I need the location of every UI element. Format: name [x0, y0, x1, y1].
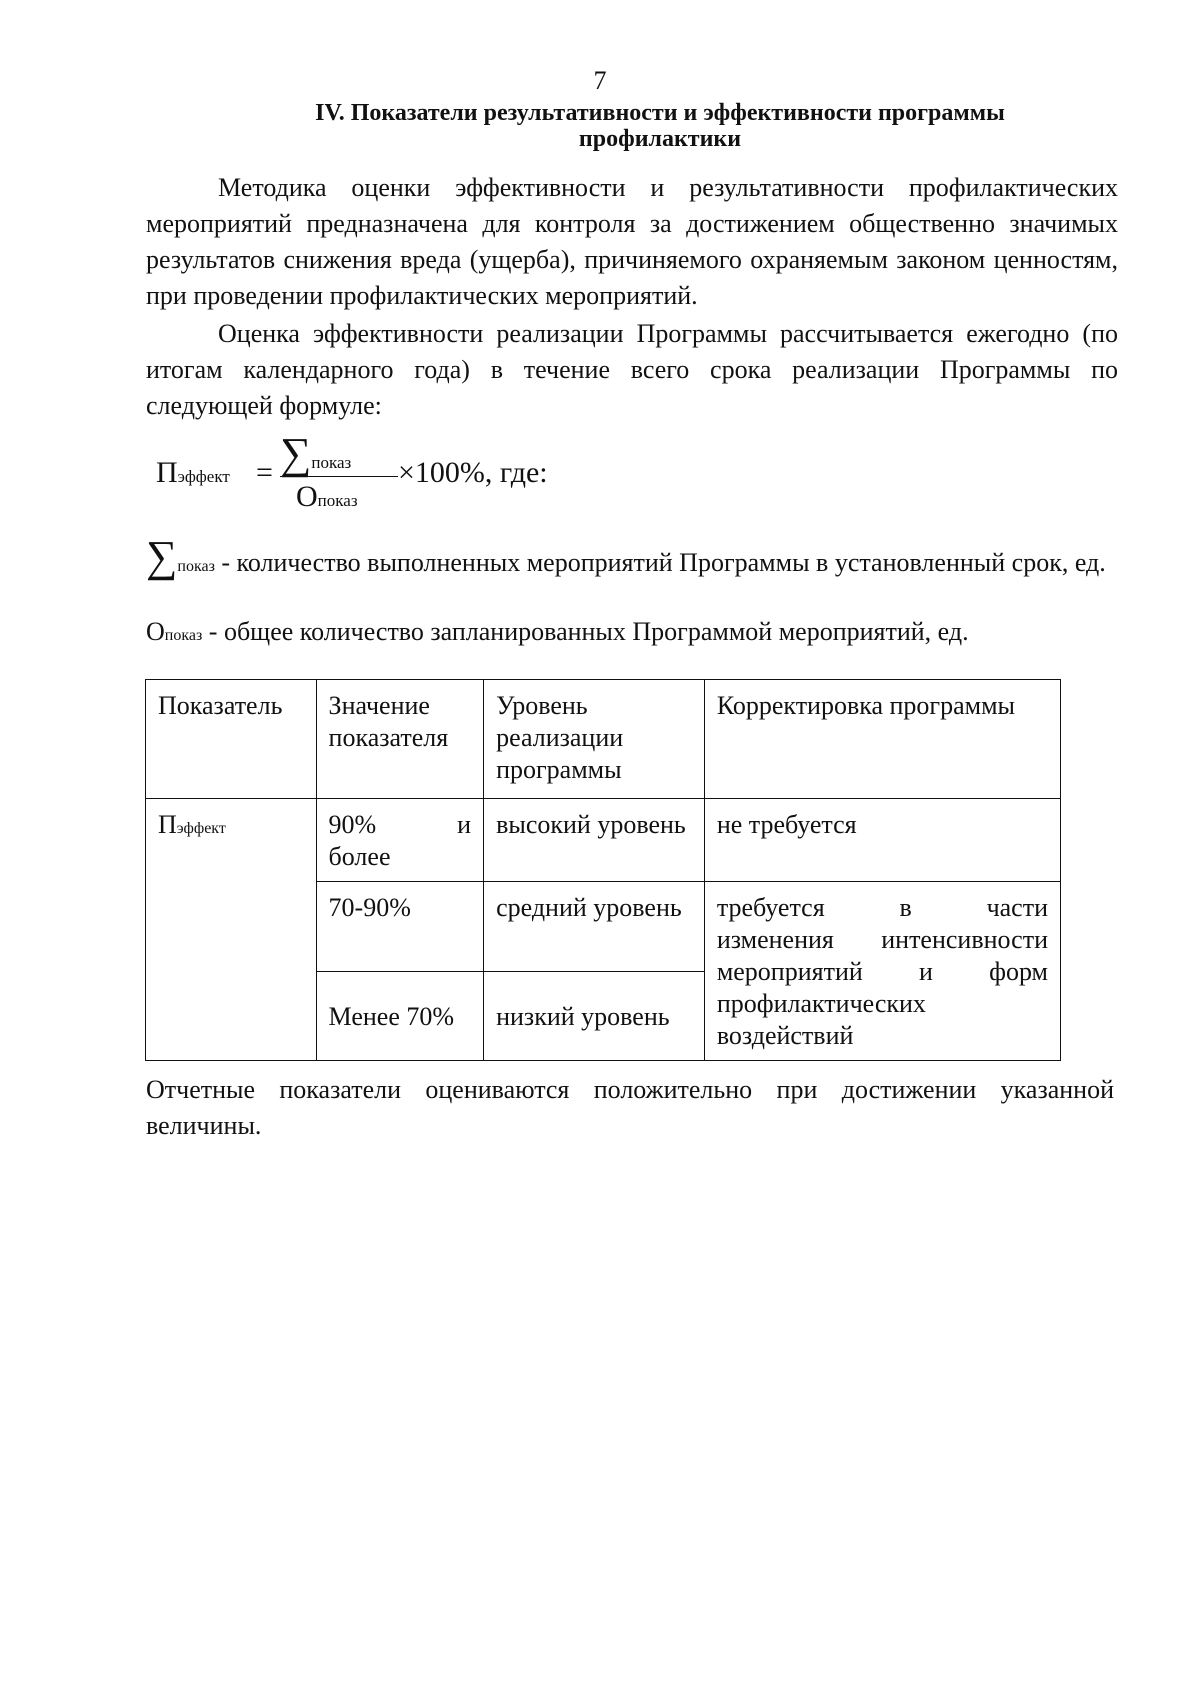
definition-sum	[146, 532, 1118, 584]
formula-numerator-subscript: показ	[311, 453, 352, 472]
header-level: Уровень реализации программы	[484, 680, 705, 799]
correction-word: форм	[989, 957, 1048, 986]
section-heading	[220, 100, 1100, 152]
correction-word: интенсивности	[881, 925, 1048, 954]
section-heading-line-2: профилактики	[578, 126, 742, 152]
formula-denominator-symbol: О	[296, 480, 318, 513]
correction-word: и	[918, 957, 933, 986]
formula-denominator-subscript: показ	[317, 491, 358, 510]
definition-total-text: - общее количество запланированных Программой мероприятий, ед.	[202, 617, 969, 646]
correction-line-2	[717, 924, 1048, 956]
definition-total	[146, 615, 1118, 653]
formula-numerator	[280, 428, 400, 479]
formula-lhs-subscript: эффект	[177, 467, 230, 486]
value-high-a: 90%	[328, 810, 377, 839]
fraction-line	[280, 476, 398, 477]
correction-cell-high: не требуется	[704, 799, 1060, 882]
correction-word: части	[986, 893, 1048, 922]
value-cell-high	[316, 799, 484, 882]
formula-equals: =	[256, 456, 273, 489]
level-cell-medium: средний уровень	[484, 882, 705, 972]
formula-denominator	[296, 480, 358, 514]
paragraph-methodology: Методика оценки эффективности и результативности профилактических мероприятий предназначена для контроля за достижением общественно значимых результатов снижения вреда (ущерба), причиняемого охраняемым законом ценностям, при проведении профилактических мероприятий.	[146, 173, 1118, 310]
value-high-c: более	[328, 842, 391, 871]
indicators-table	[145, 679, 1061, 1061]
paragraph-evaluation: Оценка эффективности реализации Программы рассчитывается ежегодно (по итогам календарного года) в течение всего срока реализации Программы по следующей формуле:	[146, 319, 1118, 420]
correction-cell-shared	[704, 882, 1060, 1061]
header-value: Значение показателя	[316, 680, 484, 799]
correction-line-5: воздействий	[716, 1021, 854, 1050]
correction-word: требуется	[716, 893, 825, 922]
definition-total-subscript: показ	[164, 627, 203, 644]
formula-lhs	[156, 456, 230, 490]
definition-sum-text: - количество выполненных мероприятий Программы в установленный срок, ед.	[214, 548, 1106, 577]
correction-line-3	[717, 956, 1048, 988]
indicator-subscript: эффект	[176, 820, 226, 837]
indicator-symbol: П	[158, 810, 177, 839]
level-cell-low: низкий уровень	[484, 971, 705, 1061]
indicator-cell	[146, 799, 317, 1061]
definition-sigma-symbol: ∑	[146, 532, 178, 581]
value-cell-medium: 70-90%	[316, 882, 484, 972]
header-correction: Корректировка программы	[704, 680, 1060, 799]
correction-line-1	[717, 892, 1048, 924]
value-cell-high-line	[329, 809, 472, 841]
correction-line-4: профилактических	[716, 989, 926, 1018]
correction-word: изменения	[716, 925, 834, 954]
page-number: 7	[593, 66, 607, 95]
header-indicator: Показатель	[146, 680, 317, 799]
definition-sum-subscript: показ	[177, 558, 215, 575]
definition-total-symbol: О	[146, 617, 165, 646]
formula-rhs: ×100%, где:	[398, 456, 548, 489]
section-heading-line-1: IV. Показатели результативности и эффективности программы	[315, 100, 1005, 126]
value-high-b: и	[457, 810, 472, 839]
table-row	[146, 799, 1061, 882]
formula-lhs-symbol: П	[156, 456, 178, 489]
sigma-symbol: ∑	[280, 429, 312, 478]
efficiency-formula	[156, 428, 656, 528]
paragraph-conclusion: Отчетные показатели оцениваются положительно при достижении указанной величины.	[146, 1075, 1114, 1140]
correction-word: в	[899, 893, 912, 922]
value-cell-low: Менее 70%	[316, 971, 484, 1061]
table-header-row	[146, 680, 1061, 799]
correction-word: мероприятий	[716, 957, 863, 986]
level-cell-high: высокий уровень	[484, 799, 705, 882]
